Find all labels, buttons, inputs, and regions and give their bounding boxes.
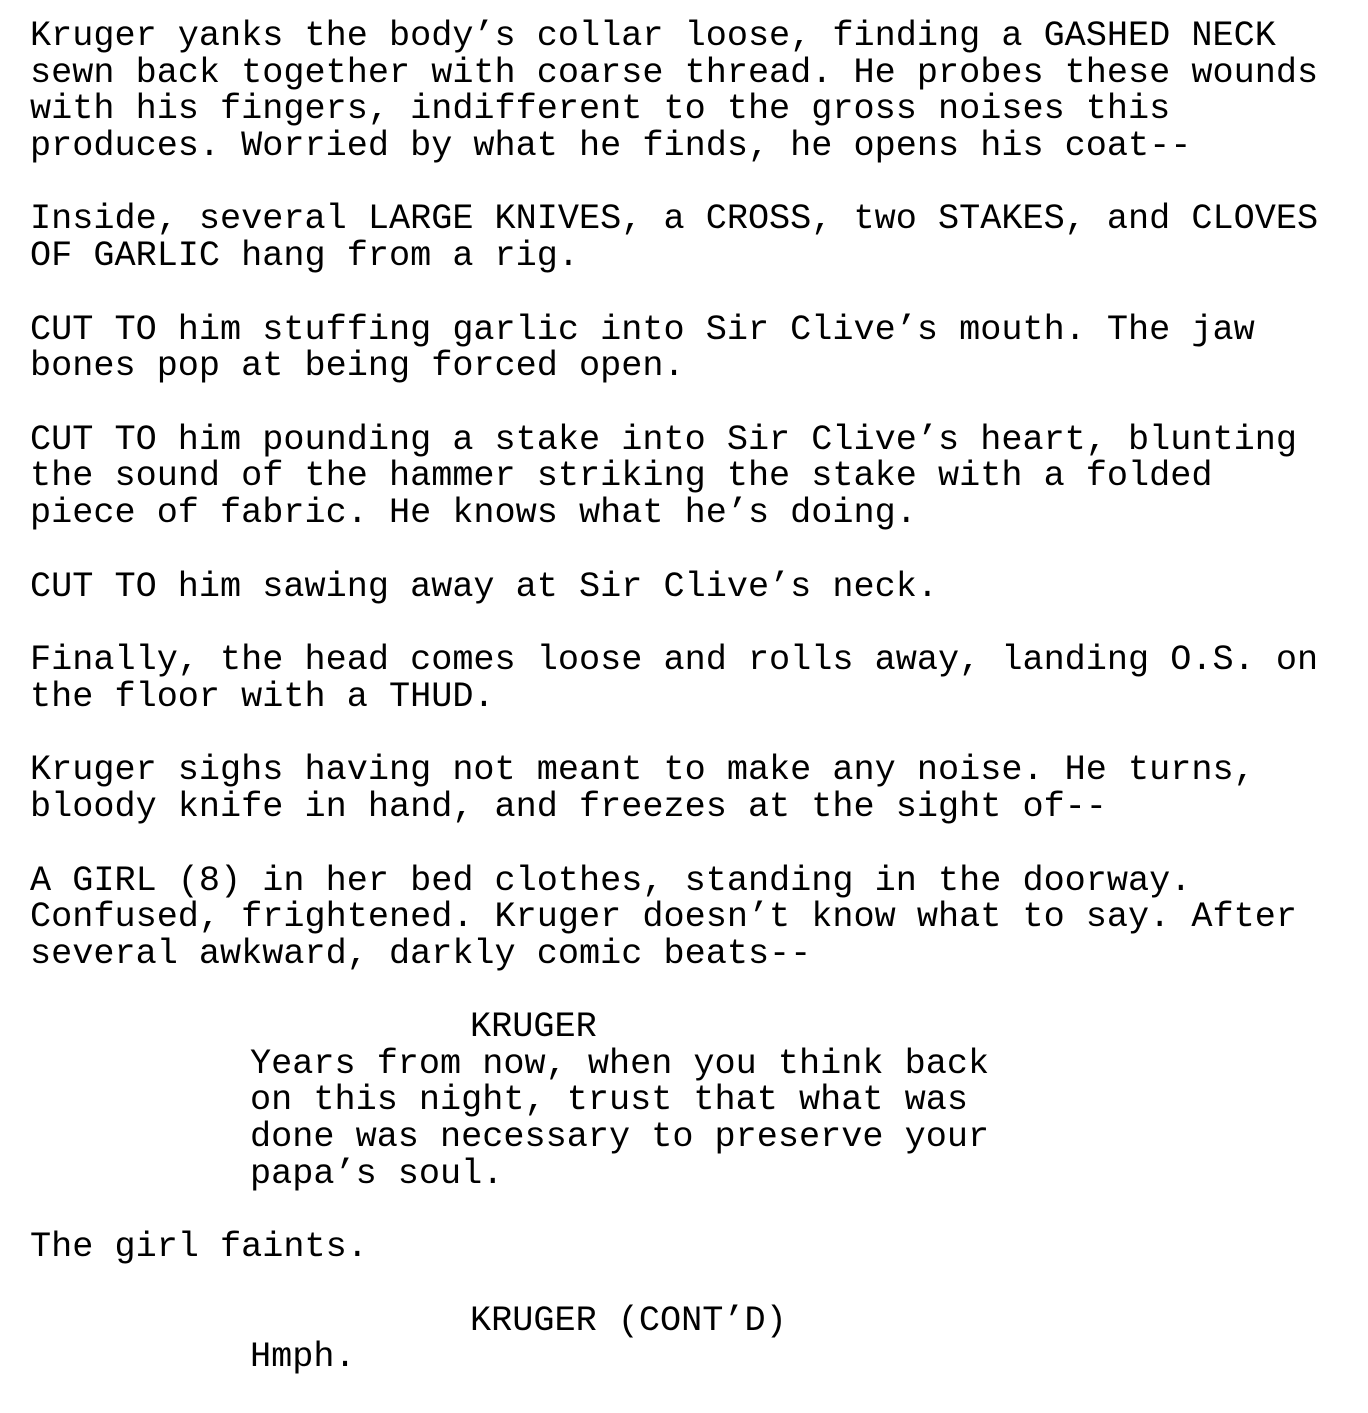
dialogue-line: papa’s soul. — [250, 1153, 504, 1194]
action-paragraph-3 — [30, 309, 1350, 387]
action-paragraph-2 — [30, 201, 1350, 274]
action-line: piece of fabric. He knows what he’s doing. — [30, 492, 917, 533]
character-name: KRUGER — [470, 1007, 597, 1048]
action-line: bloody knife in hand, and freezes at the sight of-- — [30, 786, 1107, 827]
dialogue-line: Years from now, when you think back — [250, 1043, 990, 1084]
action-paragraph-4 — [30, 419, 1350, 533]
action-line: sewn back together with coarse thread. He probes these wounds — [30, 52, 1319, 93]
screenplay-page — [30, 18, 1350, 1413]
dialogue-block-1 — [250, 1043, 1350, 1194]
action-line: the floor with a THUD. — [30, 676, 495, 717]
action-line: the sound of the hammer striking the stake with a folded — [30, 456, 1213, 497]
action-line: Inside, several LARGE KNIVES, a CROSS, two STAKES, and CLOVES — [30, 199, 1319, 240]
action-line: with his fingers, indifferent to the gross noises this — [30, 89, 1171, 130]
action-line: CUT TO him sawing away at Sir Clive’s neck. — [30, 566, 938, 607]
action-line: OF GARLIC hang from a rig. — [30, 235, 580, 276]
action-line: The girl faints. — [30, 1227, 368, 1268]
action-paragraph-6 — [30, 642, 1350, 715]
action-line: CUT TO him pounding a stake into Sir Clive’s heart, blunting — [30, 419, 1297, 460]
action-line: Kruger sighs having not meant to make any noise. He turns, — [30, 750, 1255, 791]
action-line: Confused, frightened. Kruger doesn’t know what to say. After — [30, 897, 1297, 938]
character-name-contd: KRUGER (CONT’D) — [470, 1300, 787, 1341]
action-paragraph-7 — [30, 752, 1350, 825]
action-line: CUT TO him stuffing garlic into Sir Clive’s mouth. The jaw — [30, 309, 1255, 350]
action-line: Finally, the head comes loose and rolls away, landing O.S. on — [30, 640, 1319, 681]
action-line: several awkward, darkly comic beats-- — [30, 933, 812, 974]
dialogue-line: done was necessary to preserve your — [250, 1117, 990, 1158]
dialogue-line: Hmph. — [250, 1337, 356, 1378]
action-line: A GIRL (8) in her bed clothes, standing in the doorway. — [30, 860, 1192, 901]
action-line: produces. Worried by what he finds, he opens his coat-- — [30, 125, 1192, 166]
action-paragraph-1 — [30, 18, 1350, 164]
dialogue-block-2 — [250, 1339, 1350, 1376]
action-paragraph-5 — [30, 566, 1350, 607]
action-line: Kruger yanks the body’s collar loose, finding a GASHED NECK — [30, 16, 1276, 56]
action-paragraph-9 — [30, 1229, 1350, 1266]
action-paragraph-8 — [30, 860, 1350, 974]
action-line: bones pop at being forced open. — [30, 346, 685, 387]
dialogue-line: on this night, trust that what was — [250, 1080, 968, 1121]
